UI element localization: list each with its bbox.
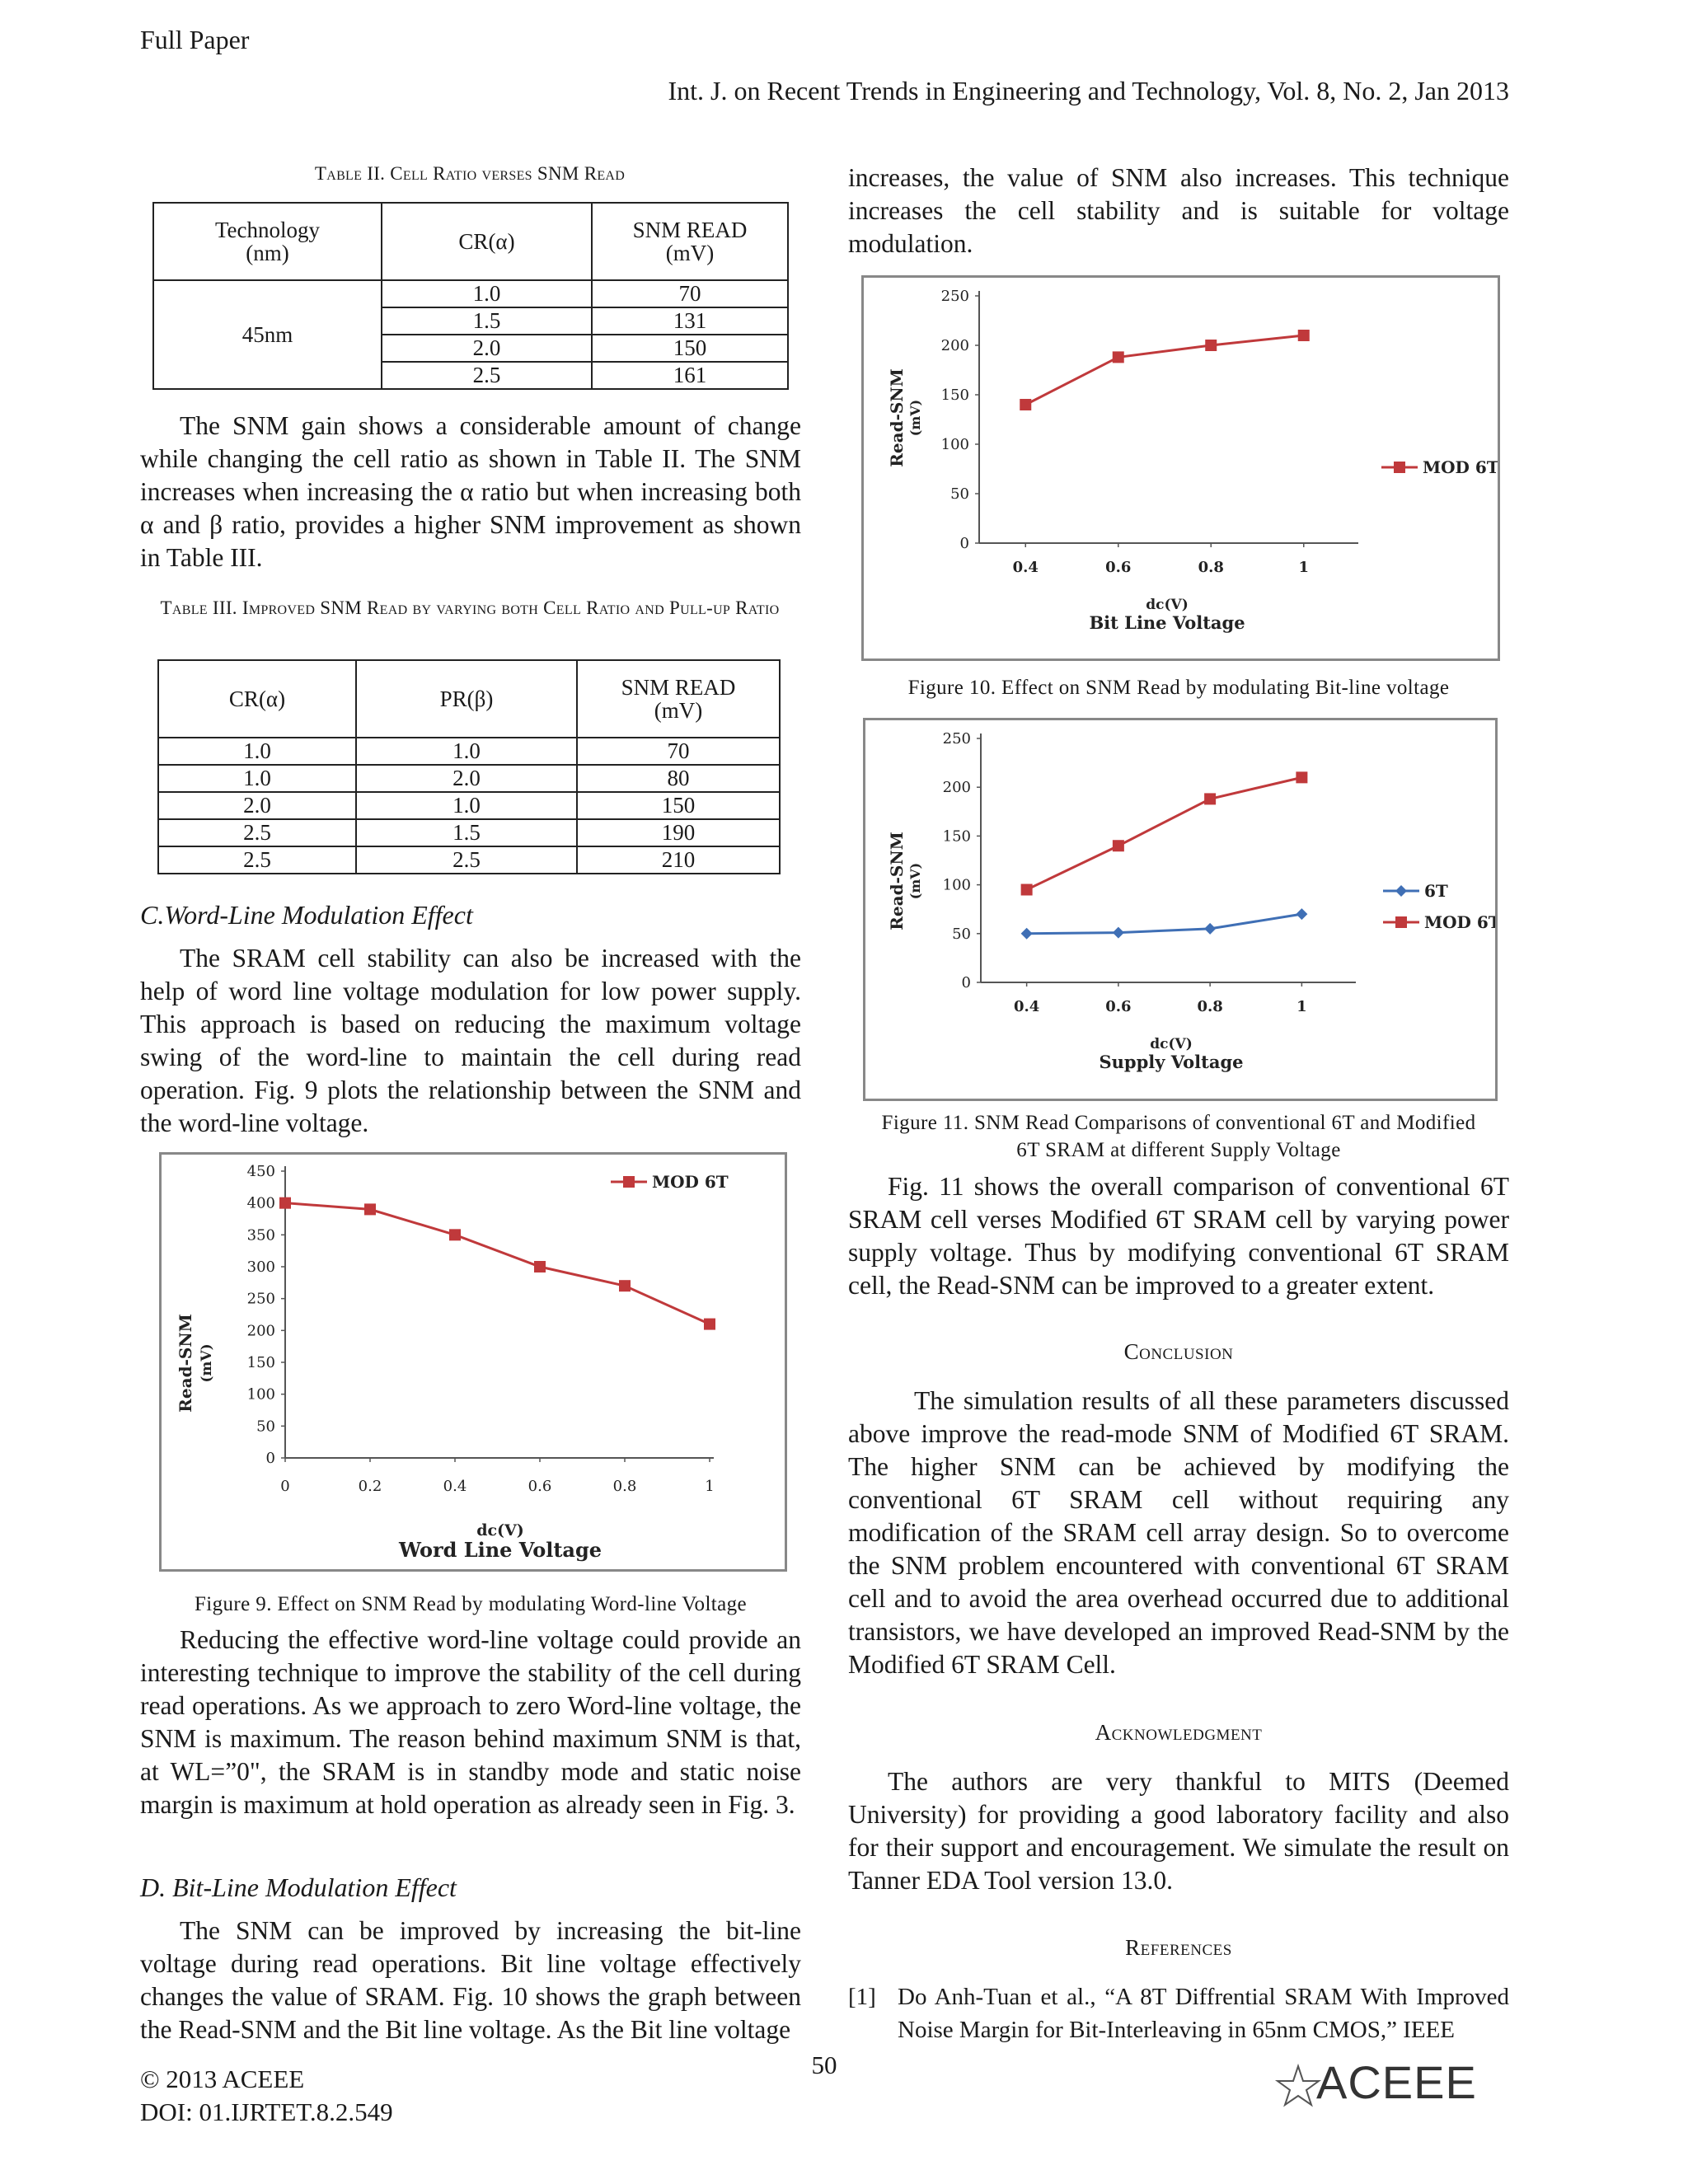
data-point-mod-6t xyxy=(1204,793,1216,804)
footer-doi: DOI: 01.IJRTET.8.2.549 xyxy=(140,2097,393,2126)
table3-cell: 2.5 xyxy=(158,846,356,874)
legend-label: MOD 6T xyxy=(1424,912,1495,932)
acknowledgment-paragraph: The authors are very thankful to MITS (Deemed University) for providing a good laboratory facility and also for their support and encouragement. We simulate the result on Tanner EDA Tool version 13.0. xyxy=(848,1767,1509,1895)
data-point-6t xyxy=(1113,927,1124,939)
fig11-ylabel-unit: (mV) xyxy=(907,862,923,900)
aceee-logo-text: ACEEE xyxy=(1316,2056,1477,2108)
legend-marker xyxy=(1395,885,1407,897)
section-d-title: D. Bit-Line Modulation Effect xyxy=(140,1872,457,1902)
legend-marker xyxy=(1394,462,1405,473)
y-tick-label: 450 xyxy=(246,1163,275,1180)
table3-cell: 190 xyxy=(577,819,780,846)
y-tick-label: 150 xyxy=(246,1354,275,1371)
conclusion-heading: Conclusion xyxy=(1123,1339,1234,1364)
table2 xyxy=(152,202,789,390)
y-tick-label: 100 xyxy=(942,876,971,894)
table2-cell: 161 xyxy=(592,362,788,389)
figure-10-chart xyxy=(861,275,1500,661)
x-tick-label: 0.4 xyxy=(1012,559,1039,576)
paragraph-snm-gain: The SNM gain shows a considerable amount of change while changing the cell ratio as shown in Table II. The SNM increases when increasing the α ratio but when increasing both α and β ratio, provides a higher SNM improvement as shown in Table III. xyxy=(140,411,801,572)
y-tick-label: 0 xyxy=(265,1450,275,1467)
table3-cell: 1.5 xyxy=(356,819,577,846)
fig9-ylabel: Read-SNM xyxy=(176,1314,195,1413)
table3-header-cr: CR(α) xyxy=(158,660,356,738)
table3 xyxy=(157,659,781,874)
table2-cell: 70 xyxy=(592,280,788,307)
references-heading: References xyxy=(1125,1935,1232,1960)
data-point-mod-6t xyxy=(1113,840,1124,851)
legend-label: MOD 6T xyxy=(1423,457,1498,477)
data-point-mod-6t xyxy=(1021,884,1033,896)
table3-cell: 2.0 xyxy=(356,765,577,792)
table2-header-snm: SNM READ (mV) xyxy=(592,203,788,280)
table3-cell: 2.5 xyxy=(356,846,577,874)
section-d-paragraph: The SNM can be improved by increasing the bit-line voltage during read operations. Bit line voltage effectively changes the value of SRAM. Fig. 10 shows the graph between the Read-SNM and the Bit line voltage. As the Bit line voltage xyxy=(140,1916,801,2044)
fig11-ylabel: Read-SNM xyxy=(887,832,907,930)
x-tick-label: 0.6 xyxy=(1105,998,1132,1015)
table2-caption: Table II. Cell Ratio verses SNM Read xyxy=(314,163,626,184)
fig10-xlabel: dc(V) xyxy=(1146,597,1189,613)
legend-label: 6T xyxy=(1424,881,1448,901)
figure-10-caption: Figure 10. Effect on SNM Read by modulating Bit-line voltage xyxy=(907,677,1450,699)
aceee-logo xyxy=(1273,2058,1512,2107)
figure-10-plot xyxy=(864,278,1498,658)
x-tick-label: 0.2 xyxy=(358,1478,382,1495)
y-tick-label: 200 xyxy=(246,1322,275,1340)
y-tick-label: 50 xyxy=(952,925,971,943)
data-point-mod-6t xyxy=(1205,340,1217,351)
series-line-mod-6t xyxy=(1027,777,1302,889)
data-point-mod-6t xyxy=(1020,399,1031,410)
data-point-mod-6t xyxy=(364,1203,376,1215)
fig10-ylabel: Read-SNM xyxy=(887,368,907,467)
paragraph-bitline-cont: increases, the value of SNM also increases. This technique increases the cell stability and is suitable for voltage modulation. xyxy=(848,163,1509,258)
data-point-mod-6t xyxy=(619,1280,631,1291)
table3-cell: 150 xyxy=(577,792,780,819)
table3-cell: 1.0 xyxy=(158,738,356,765)
data-point-mod-6t xyxy=(534,1261,546,1272)
y-tick-label: 300 xyxy=(246,1258,275,1276)
x-tick-label: 1 xyxy=(1296,998,1307,1015)
reference-text: Do Anh-Tuan et al., “A 8T Diffrential SRAM With Improved Noise Margin for Bit-Interleaving in 65nm CMOS,” IEEE xyxy=(898,1984,1509,2043)
x-tick-label: 0.6 xyxy=(528,1478,552,1495)
fig9-ylabel-unit: (mV) xyxy=(199,1343,215,1383)
reference-item xyxy=(848,1980,1509,2046)
figure-9-plot xyxy=(162,1155,785,1569)
data-point-mod-6t xyxy=(1113,351,1124,363)
footer-copyright: © 2013 ACEEE xyxy=(140,2064,305,2093)
table3-cell: 1.0 xyxy=(356,738,577,765)
paragraph-fig11: Fig. 11 shows the overall comparison of conventional 6T SRAM cell verses Modified 6T SRAM cell by varying power supply voltage. Thus by modifying conventional 6T SRAM cell, the Read-SNM can be improved to a greater extent. xyxy=(848,1172,1509,1300)
table2-cell: 150 xyxy=(592,335,788,362)
y-tick-label: 150 xyxy=(940,387,969,404)
acknowledgment-heading: Acknowledgment xyxy=(1095,1720,1263,1745)
data-point-6t xyxy=(1296,908,1307,920)
y-tick-label: 250 xyxy=(246,1290,275,1308)
legend-marker xyxy=(1395,916,1407,928)
table3-cell: 70 xyxy=(577,738,780,765)
table2-header-cr: CR(α) xyxy=(382,203,592,280)
table2-cell: 131 xyxy=(592,307,788,335)
fig9-xlabel-2: Word Line Voltage xyxy=(398,1538,603,1562)
x-tick-label: 0.4 xyxy=(1013,998,1040,1015)
x-tick-label: 0.8 xyxy=(612,1478,637,1495)
page-number: 50 xyxy=(811,2050,837,2079)
data-point-mod-6t xyxy=(1298,330,1310,341)
fig10-ylabel-unit: (mV) xyxy=(907,399,923,437)
y-tick-label: 250 xyxy=(942,730,971,748)
x-tick-label: 0 xyxy=(280,1478,290,1495)
figure-11-caption: Figure 11. SNM Read Comparisons of conventional 6T and Modified 6T SRAM at different Supply Voltage xyxy=(881,1112,1476,1161)
y-tick-label: 0 xyxy=(961,974,971,991)
table2-cell: 1.5 xyxy=(382,307,592,335)
figure-9-caption: Figure 9. Effect on SNM Read by modulating Word-line Voltage xyxy=(194,1593,748,1615)
fig9-xlabel: dc(V) xyxy=(476,1521,524,1540)
running-header-left: Full Paper xyxy=(140,25,250,54)
x-tick-label: 0.8 xyxy=(1198,559,1224,576)
x-tick-label: 1 xyxy=(705,1478,715,1495)
table3-cell: 2.5 xyxy=(158,819,356,846)
table3-header-pr: PR(β) xyxy=(356,660,577,738)
data-point-6t xyxy=(1021,928,1033,940)
figure-11-chart xyxy=(863,718,1498,1101)
table3-caption: Table III. Improved SNM Read by varying both Cell Ratio and Pull-up Ratio xyxy=(160,598,780,618)
fig11-xlabel-2: Supply Voltage xyxy=(1099,1052,1244,1072)
y-tick-label: 0 xyxy=(959,535,969,552)
y-tick-label: 400 xyxy=(246,1194,275,1212)
paragraph-wordline: Reducing the effective word-line voltage could provide an interesting technique to improve the stability of the cell during read operations. As we approach to zero Word-line voltage, the SNM is maximum. The reason behind maximum SNM is that, at WL=”0", the SRAM is in standby mode and static noise margin is maximum at hold operation as already seen in Fig. 3. xyxy=(140,1625,801,1819)
x-tick-label: 1 xyxy=(1298,559,1310,576)
series-line-mod-6t xyxy=(285,1203,710,1324)
section-c-paragraph: The SRAM cell stability can also be increased with the help of word line voltage modulation for low power supply. This approach is based on reducing the maximum voltage swing of the word-line to maintain the cell during read operation. Fig. 9 plots the relationship between the SNM and the word-line voltage. xyxy=(140,944,801,1137)
y-tick-label: 200 xyxy=(942,779,971,797)
data-point-mod-6t xyxy=(1296,771,1307,783)
table2-cell: 2.0 xyxy=(382,335,592,362)
table3-cell: 210 xyxy=(577,846,780,874)
section-c-title: C.Word-Line Modulation Effect xyxy=(140,900,473,930)
table3-cell: 1.0 xyxy=(158,765,356,792)
data-point-mod-6t xyxy=(449,1229,461,1240)
x-tick-label: 0.6 xyxy=(1105,559,1132,576)
legend-marker xyxy=(623,1176,635,1188)
table3-cell: 80 xyxy=(577,765,780,792)
series-line-mod-6t xyxy=(1025,335,1304,405)
y-tick-label: 50 xyxy=(256,1418,275,1436)
conclusion-paragraph: The simulation results of all these parameters discussed above improve the read-mode SNM of Modified 6T SRAM. The higher SNM can be achieved by modifying the conventional 6T SRAM cell without requiring any modification of the SRAM cell array design. So to overcome the SNM problem encountered with conventional 6T SRAM cell and to avoid the area overhead occurred due to additional transistors, we have developed an improved Read-SNM by the Modified 6T SRAM Cell. xyxy=(848,1386,1509,1679)
reference-number: [1] xyxy=(848,1984,876,2010)
y-tick-label: 100 xyxy=(246,1385,275,1404)
series-line-6t xyxy=(1027,914,1302,934)
table2-cell: 1.0 xyxy=(382,280,592,307)
figure-9-chart xyxy=(159,1152,787,1572)
data-point-6t xyxy=(1204,923,1216,935)
table2-technology-cell: 45nm xyxy=(153,280,382,389)
y-tick-label: 50 xyxy=(950,485,969,503)
fig10-xlabel-2: Bit Line Voltage xyxy=(1089,612,1245,633)
y-tick-label: 200 xyxy=(940,337,969,354)
y-tick-label: 350 xyxy=(246,1226,275,1244)
table3-cell: 1.0 xyxy=(356,792,577,819)
table3-cell: 2.0 xyxy=(158,792,356,819)
x-tick-label: 0.4 xyxy=(443,1478,467,1495)
y-tick-label: 150 xyxy=(942,827,971,846)
figure-11-plot xyxy=(865,720,1495,1099)
table2-header-technology: Technology (nm) xyxy=(153,203,382,280)
data-point-mod-6t xyxy=(279,1197,291,1209)
x-tick-label: 0.8 xyxy=(1197,998,1223,1015)
fig11-xlabel: dc(V) xyxy=(1150,1036,1193,1052)
y-tick-label: 100 xyxy=(940,436,969,453)
table3-header-snm: SNM READ (mV) xyxy=(577,660,780,738)
running-header-right: Int. J. on Recent Trends in Engineering and Technology, Vol. 8, No. 2, Jan 2013 xyxy=(668,76,1509,105)
y-tick-label: 250 xyxy=(940,288,969,305)
data-point-mod-6t xyxy=(704,1319,715,1330)
legend-label: MOD 6T xyxy=(652,1172,729,1192)
table2-cell: 2.5 xyxy=(382,362,592,389)
